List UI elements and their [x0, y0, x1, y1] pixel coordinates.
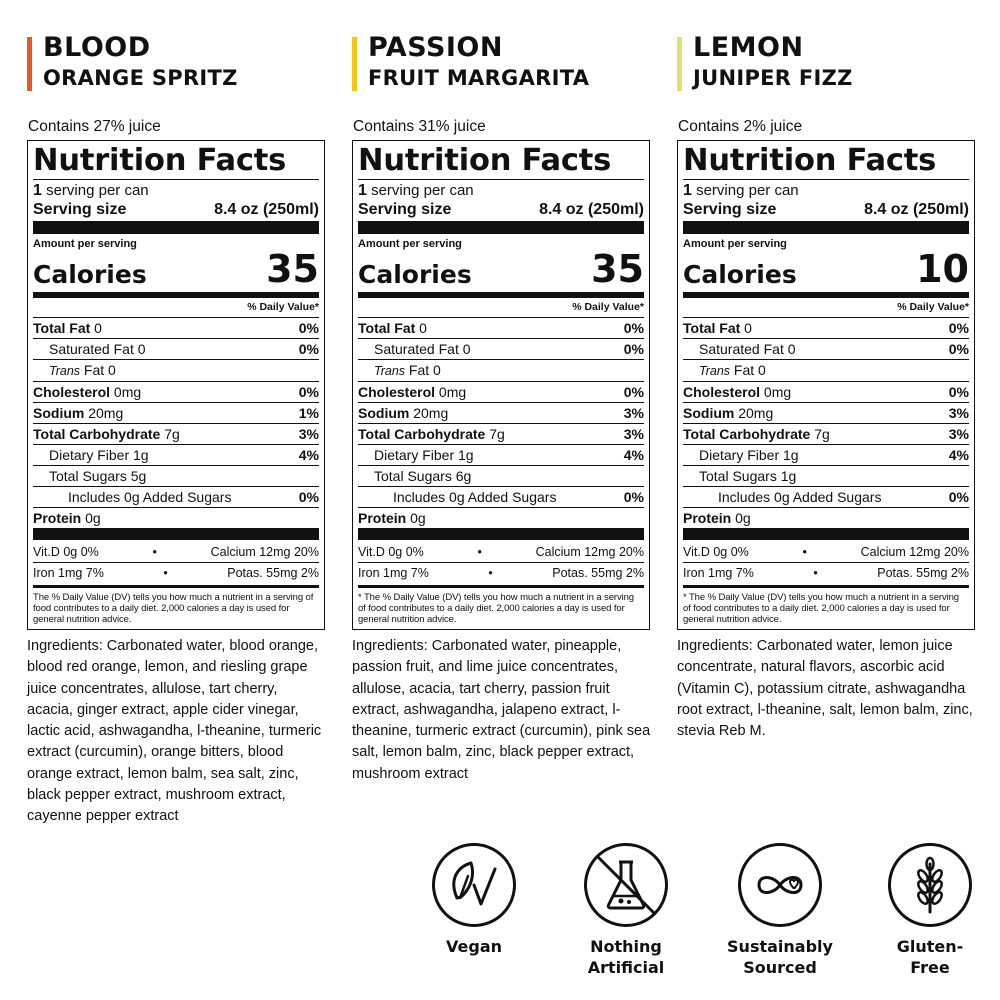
nutrient-row-saturated-fat: Saturated Fat 0 0%	[33, 339, 319, 360]
thick-divider	[358, 221, 644, 234]
vitamins-row-2: Iron 1mg 7% • Potas. 55mg 2%	[358, 566, 644, 580]
product-column-blood-orange	[27, 0, 327, 828]
servings-per-container: 1 serving per can	[683, 182, 799, 199]
product-title-line2: ORANGE SPRITZ	[43, 66, 238, 90]
thick-divider	[33, 221, 319, 234]
product-title-line2: JUNIPER FIZZ	[693, 66, 853, 90]
badge-sustainably-sourced	[720, 842, 840, 978]
serving-size: Serving size 8.4 oz (250ml)	[33, 201, 319, 218]
nutrition-facts-label	[352, 140, 650, 630]
calories-value: 35	[591, 247, 644, 291]
daily-value-header: % Daily Value*	[358, 298, 644, 318]
calories-value: 35	[266, 247, 319, 291]
nutrient-row-total-carbohydrate: Total Carbohydrate 7g 3%	[683, 424, 969, 445]
nutrition-facts-heading: Nutrition Facts	[358, 143, 644, 180]
nutrient-row-trans-fat: Trans Fat 0	[33, 360, 319, 382]
nutrient-row-sodium: Sodium 20mg 1%	[33, 403, 319, 424]
product-column-passion-fruit	[352, 0, 652, 785]
nutrient-row-saturated-fat: Saturated Fat 0 0%	[683, 339, 969, 360]
nutrient-row-total-carbohydrate: Total Carbohydrate 7g 3%	[33, 424, 319, 445]
thick-divider-bottom	[33, 528, 319, 540]
nutrient-row-total-sugars: Total Sugars 1g	[683, 466, 969, 487]
daily-value-footnote: * The % Daily Value (DV) tells you how much a nutrient in a serving of food contributes to a daily diet. 2,000 calories a day is used for general nutrition advice.	[683, 592, 959, 625]
daily-value-header: % Daily Value*	[33, 298, 319, 318]
nutrition-facts-label	[27, 140, 325, 630]
vitamins-row-1: Vit.D 0g 0% • Calcium 12mg 20%	[33, 542, 319, 563]
nutrition-facts-heading: Nutrition Facts	[683, 143, 969, 180]
nutrient-row-sodium: Sodium 20mg 3%	[683, 403, 969, 424]
footnote-divider	[683, 585, 969, 588]
nutrient-row-total-fat: Total Fat 0 0%	[683, 318, 969, 339]
vitamins-row-2: Iron 1mg 7% • Potas. 55mg 2%	[683, 566, 969, 580]
nutrient-row-sodium: Sodium 20mg 3%	[358, 403, 644, 424]
calories-row: Calories 35	[33, 247, 319, 291]
nutrient-row-added-sugars: Includes 0g Added Sugars 0%	[358, 487, 644, 508]
accent-bar	[677, 37, 682, 91]
nutrient-row-trans-fat: Trans Fat 0	[683, 360, 969, 382]
product-title-line2: FRUIT MARGARITA	[368, 66, 590, 90]
accent-bar	[352, 37, 357, 91]
vitamins-row-2: Iron 1mg 7% • Potas. 55mg 2%	[33, 566, 319, 580]
juice-content: Contains 27% juice	[28, 118, 161, 135]
badge-label: Vegan	[446, 937, 502, 956]
product-title-line1: PASSION	[368, 32, 503, 63]
no-artificial-flask-icon	[583, 842, 669, 928]
nutrient-row-saturated-fat: Saturated Fat 0 0%	[358, 339, 644, 360]
thick-divider-bottom	[358, 528, 644, 540]
product-title-line1: LEMON	[693, 32, 804, 63]
calories-value: 10	[916, 247, 969, 291]
nutrient-row-cholesterol: Cholesterol 0mg 0%	[358, 382, 644, 403]
footnote-divider	[33, 585, 319, 588]
badge-nothing-artificial	[576, 842, 676, 978]
nutrition-facts-label	[677, 140, 975, 630]
footnote-divider	[358, 585, 644, 588]
nutrient-row-added-sugars: Includes 0g Added Sugars 0%	[683, 487, 969, 508]
juice-content: Contains 31% juice	[353, 118, 486, 135]
wheat-icon	[887, 842, 973, 928]
daily-value-header: % Daily Value*	[683, 298, 969, 318]
ingredients-list: Ingredients: Carbonated water, pineapple, passion fruit, and lime juice concentrates, allulose, acacia, tart cherry, passion fruit extract, ashwagandha, jalapeno extract, l-theanine, turmeric extract (curcumin), pink sea salt, lemon balm, zinc, black pepper extract, mushroom extract	[352, 638, 651, 782]
ingredients-list: Ingredients: Carbonated water, blood orange, blood red orange, lemon, and riesling grape juice concentrates, allulose, tart cherry, acacia, ginger extract, apple cider vinegar, lactic acid, ashwagandha, l-theanine, turmeric extract (curcumin), orange bitters, blood orange extract, lemon balm, sea salt, zinc, black pepper extract, mushroom extract, cayenne pepper extract	[27, 638, 322, 825]
nutrient-row-cholesterol: Cholesterol 0mg 0%	[683, 382, 969, 403]
product-column-lemon-juniper	[677, 0, 977, 742]
nutrient-row-dietary-fiber: Dietary Fiber 1g 4%	[358, 445, 644, 466]
servings-per-container: 1 serving per can	[33, 182, 149, 199]
badge-gluten-free	[880, 842, 980, 978]
nutrient-row-total-carbohydrate: Total Carbohydrate 7g 3%	[358, 424, 644, 445]
calories-row: Calories 35	[358, 247, 644, 291]
nutrient-row-total-sugars: Total Sugars 6g	[358, 466, 644, 487]
daily-value-footnote: * The % Daily Value (DV) tells you how much a nutrient in a serving of food contributes to a daily diet. 2,000 calories a day is used for general nutrition advice.	[358, 592, 634, 625]
juice-content: Contains 2% juice	[678, 118, 803, 135]
daily-value-footnote: The % Daily Value (DV) tells you how much a nutrient in a serving of food contributes to a daily diet. 2,000 calories a day is used for general nutrition advice.	[33, 592, 314, 625]
accent-bar	[27, 37, 32, 91]
nutrient-row-protein: Protein 0g	[33, 510, 101, 526]
nutrient-row-total-fat: Total Fat 0 0%	[358, 318, 644, 339]
nutrient-row-trans-fat: Trans Fat 0	[358, 360, 644, 382]
product-title	[352, 0, 652, 118]
ingredients-list: Ingredients: Carbonated water, lemon juice concentrate, natural flavors, ascorbic acid (Vitamin C), potassium citrate, ashwagandha root extract, l-theanine, salt, lemon balm, zinc, stevia Reb M.	[677, 638, 973, 740]
vitamins-row-1: Vit.D 0g 0% • Calcium 12mg 20%	[358, 542, 644, 563]
product-title	[27, 0, 327, 118]
product-title	[677, 0, 977, 118]
serving-size: Serving size 8.4 oz (250ml)	[683, 201, 969, 218]
vitamins-row-1: Vit.D 0g 0% • Calcium 12mg 20%	[683, 542, 969, 563]
servings-per-container: 1 serving per can	[358, 182, 474, 199]
nutrient-row-cholesterol: Cholesterol 0mg 0%	[33, 382, 319, 403]
thick-divider	[683, 221, 969, 234]
nutrient-row-dietary-fiber: Dietary Fiber 1g 4%	[683, 445, 969, 466]
nutrient-row-total-sugars: Total Sugars 5g	[33, 466, 319, 487]
badge-vegan	[431, 842, 517, 957]
nutrient-row-added-sugars: Includes 0g Added Sugars 0%	[33, 487, 319, 508]
thick-divider-bottom	[683, 528, 969, 540]
badge-label: Nothing Artificial	[587, 937, 665, 977]
badge-label: Sustainably Sourced	[727, 937, 833, 977]
nutrient-row-protein: Protein 0g	[683, 510, 751, 526]
product-title-line1: BLOOD	[43, 32, 151, 63]
calories-row: Calories 10	[683, 247, 969, 291]
nutrient-row-total-fat: Total Fat 0 0%	[33, 318, 319, 339]
amount-per-serving: Amount per serving	[358, 238, 462, 250]
serving-size: Serving size 8.4 oz (250ml)	[358, 201, 644, 218]
vegan-leaf-icon	[431, 842, 517, 928]
amount-per-serving: Amount per serving	[683, 238, 787, 250]
amount-per-serving: Amount per serving	[33, 238, 137, 250]
infinity-heart-icon	[737, 842, 823, 928]
nutrient-row-dietary-fiber: Dietary Fiber 1g 4%	[33, 445, 319, 466]
nutrition-facts-heading: Nutrition Facts	[33, 143, 319, 180]
badge-label: Gluten- Free	[896, 937, 964, 977]
nutrient-row-protein: Protein 0g	[358, 510, 426, 526]
